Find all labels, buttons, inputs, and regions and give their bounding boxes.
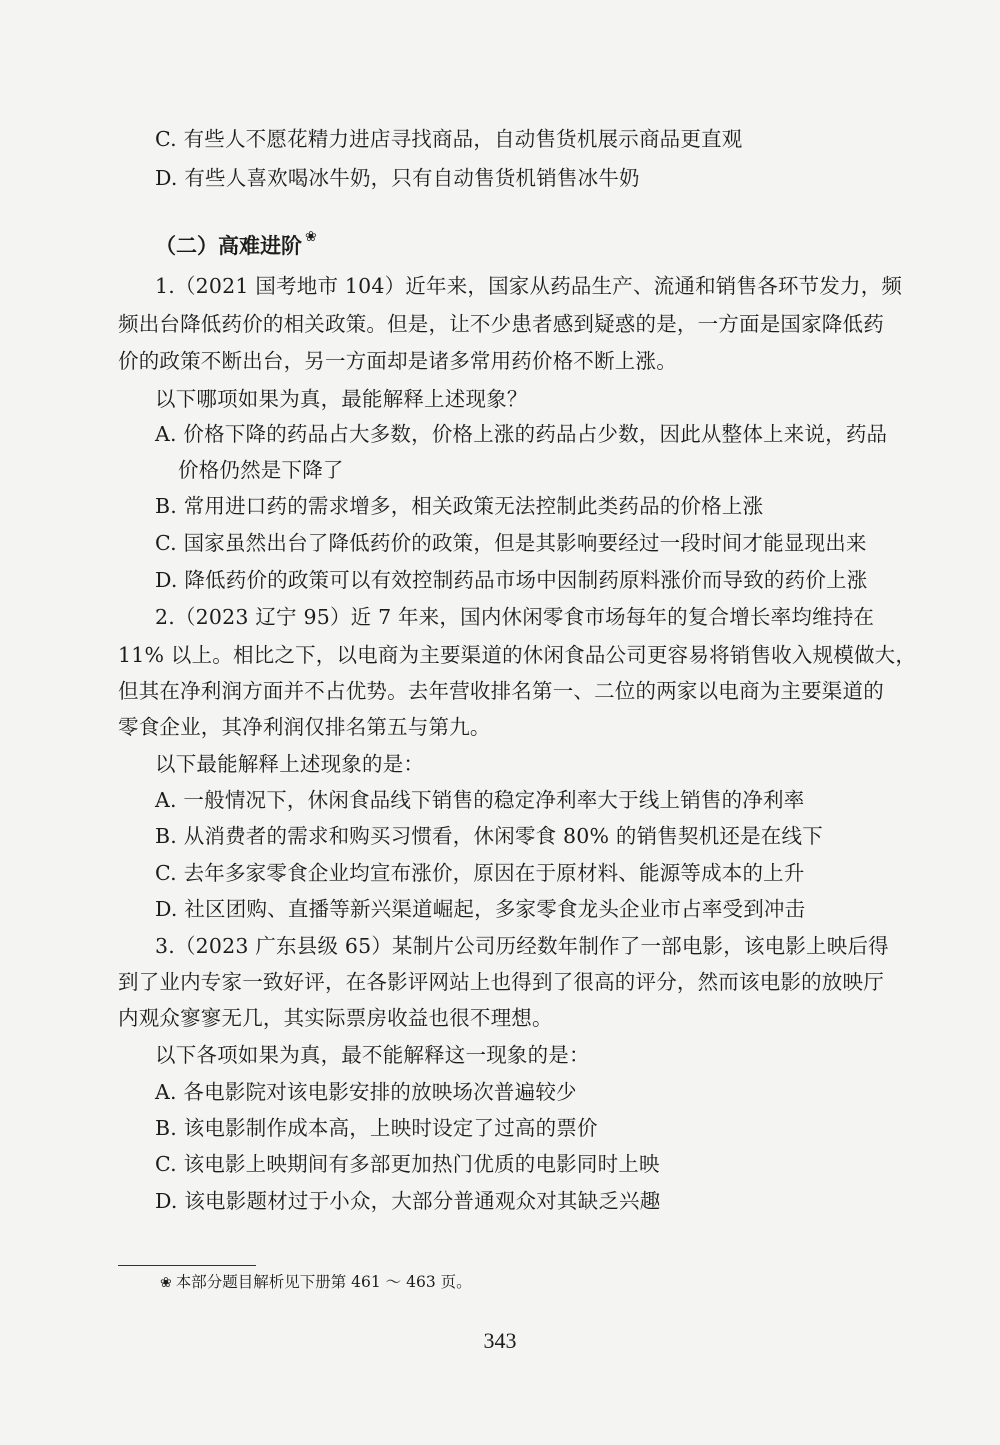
q1-question: 以下哪项如果为真，最能解释上述现象？ <box>155 387 528 411</box>
q1-option-b: B. 常用进口药的需求增多，相关政策无法控制此类药品的价格上涨 <box>155 494 764 518</box>
q3-option-d: D. 该电影题材过于小众，大部分普通观众对其缺乏兴趣 <box>155 1189 661 1213</box>
q2-question: 以下最能解释上述现象的是： <box>155 752 425 776</box>
q3-option-a: A. 各电影院对该电影安排的放映场次普遍较少 <box>155 1080 577 1104</box>
q2-stem-line-4: 零食企业，其净利润仅排名第五与第九。 <box>118 715 491 739</box>
q1-option-c: C. 国家虽然出台了降低药价的政策，但是其影响要经过一段时间才能显现出来 <box>155 531 867 555</box>
q1-stem-line-2: 频出台降低药价的相关政策。但是，让不少患者感到疑惑的是，一方面是国家降低药 <box>118 312 884 336</box>
q2-stem-line-2: 11% 以上。相比之下，以电商为主要渠道的休闲食品公司更容易将销售收入规模做大， <box>118 643 917 667</box>
q1-stem-line-3: 价的政策不断出台，另一方面却是诸多常用药价格不断上涨。 <box>118 349 677 373</box>
q3-question: 以下各项如果为真，最不能解释这一现象的是： <box>155 1043 590 1067</box>
page-number: 343 <box>483 1328 517 1353</box>
footnote-divider <box>118 1265 256 1266</box>
q1-stem-line-1: 1.（2021 国考地市 104）近年来，国家从药品生产、流通和销售各环节发力，频 <box>155 274 903 298</box>
q1-option-a-cont: 价格仍然是下降了 <box>178 458 344 482</box>
flower-icon: ❀ <box>160 1275 172 1291</box>
q2-option-c: C. 去年多家零食企业均宣布涨价，原因在于原材料、能源等成本的上升 <box>155 861 805 885</box>
q2-stem-line-3: 但其在净利润方面并不占优势。去年营收排名第一、二位的两家以电商为主要渠道的 <box>118 679 884 703</box>
section-heading <box>155 231 317 264</box>
q2-option-a: A. 一般情况下，休闲食品线下销售的稳定净利率大于线上销售的净利率 <box>155 788 805 812</box>
q3-stem-line-1: 3.（2023 广东县级 65）某制片公司历经数年制作了一部电影，该电影上映后得 <box>155 934 889 958</box>
q3-stem-line-3: 内观众寥寥无几，其实际票房收益也很不理想。 <box>118 1006 553 1030</box>
q2-option-d: D. 社区团购、直播等新兴渠道崛起，多家零食龙头企业市占率受到冲击 <box>155 897 806 921</box>
q2-stem-line-1: 2.（2023 辽宁 95）近 7 年来，国内休闲零食市场每年的复合增长率均维持在 <box>155 605 875 629</box>
option-c: C. 有些人不愿花精力进店寻找商品，自动售货机展示商品更直观 <box>155 127 743 151</box>
section-heading-text: （二）高难进阶 <box>155 234 302 258</box>
option-d: D. 有些人喜欢喝冰牛奶，只有自动售货机销售冰牛奶 <box>155 166 640 190</box>
q3-stem-line-2: 到了业内专家一致好评，在各影评网站上也得到了很高的评分，然而该电影的放映厅 <box>118 970 884 994</box>
footnote-text: 本部分题目解析见下册第 461 ～ 463 页。 <box>175 1273 472 1291</box>
flower-icon: ❀ <box>305 229 317 245</box>
q1-option-a: A. 价格下降的药品占大多数，价格上涨的药品占少数，因此从整体上来说，药品 <box>155 422 888 446</box>
footnote <box>160 1271 472 1294</box>
q3-option-b: B. 该电影制作成本高，上映时设定了过高的票价 <box>155 1116 598 1140</box>
q2-option-b: B. 从消费者的需求和购买习惯看，休闲零食 80% 的销售契机还是在线下 <box>155 824 823 848</box>
q1-option-d: D. 降低药价的政策可以有效控制药品市场中因制药原料涨价而导致的药价上涨 <box>155 568 868 592</box>
q3-option-c: C. 该电影上映期间有多部更加热门优质的电影同时上映 <box>155 1152 660 1176</box>
